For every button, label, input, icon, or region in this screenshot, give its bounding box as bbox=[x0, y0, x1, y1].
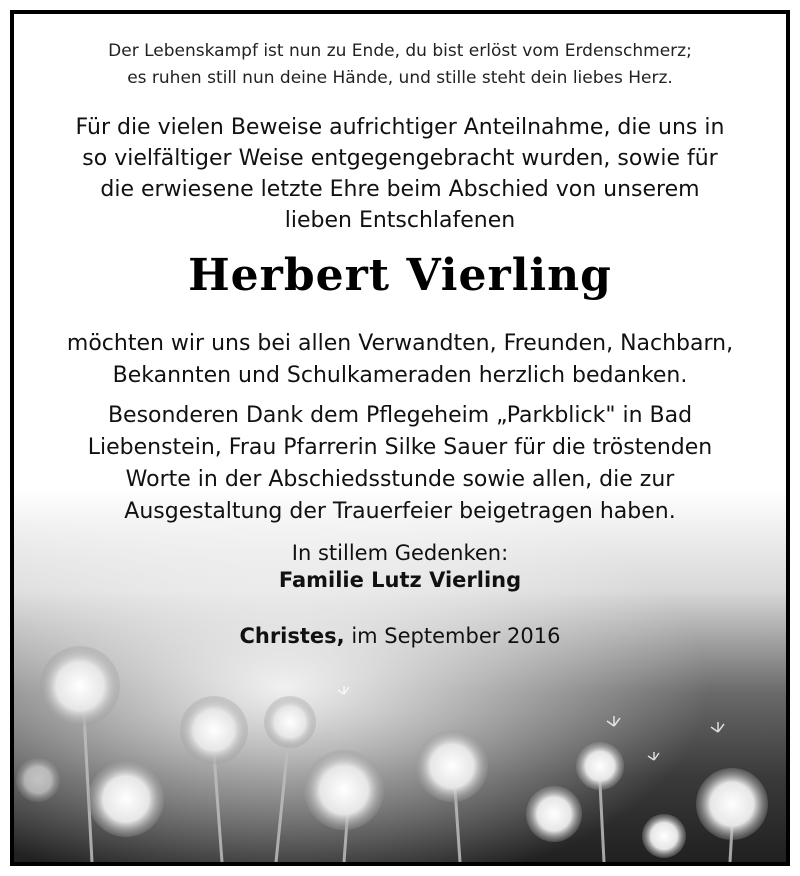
dandelion-puff bbox=[696, 768, 768, 840]
dandelion-puff bbox=[264, 696, 316, 748]
place-name: Christes, bbox=[239, 624, 345, 648]
dandelion-puff bbox=[40, 646, 120, 726]
thanks-line: lieben Entschlafenen bbox=[284, 208, 516, 233]
special-thanks-line: Ausgestaltung der Trauerfeier beigetragen haben. bbox=[124, 499, 676, 524]
dandelion-puff bbox=[416, 730, 488, 802]
dandelion-puff bbox=[304, 750, 384, 830]
special-thanks-line: Worte in der Abschiedsstunde sowie allen, die zur bbox=[125, 467, 675, 492]
thanks-paragraph bbox=[14, 112, 786, 236]
date-text: im September 2016 bbox=[351, 624, 561, 648]
gratitude-line: Bekannten und Schulkameraden herzlich bedanken. bbox=[112, 363, 688, 388]
dandelion-puff bbox=[16, 758, 60, 802]
thanks-line: die erwiesene letzte Ehre beim Abschied von unserem bbox=[100, 177, 700, 202]
obituary-notice bbox=[10, 10, 790, 866]
dandelion-puff bbox=[576, 742, 624, 790]
poem-verse bbox=[14, 38, 786, 92]
special-thanks-line: Liebenstein, Frau Pfarrerin Silke Sauer für die tröstenden bbox=[87, 435, 713, 460]
place-and-date bbox=[14, 624, 786, 648]
poem-line: Der Lebenskampf ist nun zu Ende, du bist erlöst vom Erdenschmerz; bbox=[108, 41, 692, 61]
dandelion-puff bbox=[526, 786, 582, 842]
gratitude-line: möchten wir uns bei allen Verwandten, Freunden, Nachbarn, bbox=[66, 331, 734, 356]
thanks-line: Für die vielen Beweise aufrichtiger Anteilnahme, die uns in bbox=[75, 115, 725, 140]
dandelion-puff bbox=[180, 696, 248, 764]
special-thanks-line: Besonderen Dank dem Pflegeheim „Parkblick" in Bad bbox=[107, 403, 693, 428]
memorial-intro: In stillem Gedenken: bbox=[291, 541, 509, 565]
thanks-line: so vielfältiger Weise entgegengebracht wurden, sowie für bbox=[82, 146, 718, 171]
family-signature: Familie Lutz Vierling bbox=[278, 568, 522, 592]
dandelion-puff bbox=[88, 761, 164, 837]
gratitude-paragraph bbox=[14, 328, 786, 392]
special-thanks-paragraph bbox=[14, 400, 786, 528]
deceased-name: Herbert Vierling bbox=[188, 250, 612, 301]
dandelion-puff bbox=[642, 814, 686, 858]
poem-line: es ruhen still nun deine Hände, und stille steht dein liebes Herz. bbox=[127, 68, 673, 88]
